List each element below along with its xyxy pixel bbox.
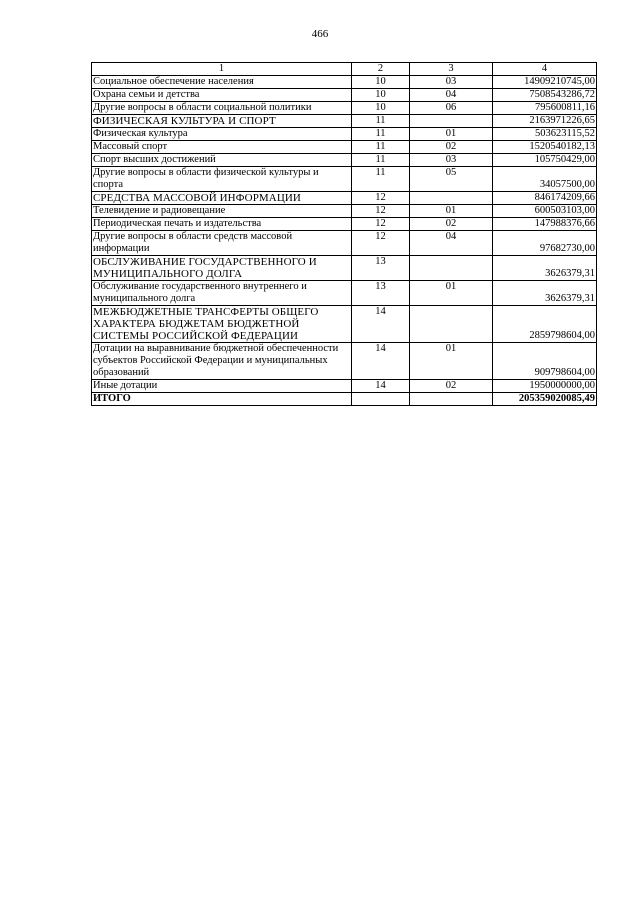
row-section-code: 13	[352, 281, 410, 306]
table-row	[92, 343, 597, 380]
table-row	[92, 167, 597, 192]
row-name: Дотации на выравнивание бюджетной обеспеченности субъектов Российской Федерации и муниципальных образований	[92, 343, 352, 380]
row-name: Обслуживание государственного внутреннего и муниципального долга	[92, 281, 352, 306]
row-amount: 105750429,00	[493, 154, 597, 167]
table-row	[92, 102, 597, 115]
row-subsection-code	[410, 256, 493, 281]
row-amount: 600503103,00	[493, 205, 597, 218]
table-row	[92, 89, 597, 102]
row-subsection-code: 03	[410, 154, 493, 167]
row-name: Телевидение и радиовещание	[92, 205, 352, 218]
row-section-code: 10	[352, 102, 410, 115]
row-subsection-code	[410, 115, 493, 128]
row-name: ОБСЛУЖИВАНИЕ ГОСУДАРСТВЕННОГО И МУНИЦИПАЛЬНОГО ДОЛГА	[92, 256, 352, 281]
row-name: МЕЖБЮДЖЕТНЫЕ ТРАНСФЕРТЫ ОБЩЕГО ХАРАКТЕРА БЮДЖЕТАМ БЮДЖЕТНОЙ СИСТЕМЫ РОССИЙСКОЙ ФЕДЕРАЦИИ	[92, 306, 352, 343]
row-subsection-code: 06	[410, 102, 493, 115]
row-amount: 1520540182,13	[493, 141, 597, 154]
row-subsection-code: 05	[410, 167, 493, 192]
row-amount: 7508543286,72	[493, 89, 597, 102]
page-number: 466	[311, 28, 329, 40]
header-col-1: 1	[92, 63, 352, 76]
row-section-code: 12	[352, 205, 410, 218]
row-subsection-code: 04	[410, 231, 493, 256]
header-col-4: 4	[493, 63, 597, 76]
row-amount: 3626379,31	[493, 256, 597, 281]
row-subsection-code: 02	[410, 141, 493, 154]
table-row	[92, 76, 597, 89]
row-amount: 34057500,00	[493, 167, 597, 192]
table-row	[92, 192, 597, 205]
table-row	[92, 256, 597, 281]
row-amount: 795600811,16	[493, 102, 597, 115]
row-amount: 147988376,66	[493, 218, 597, 231]
table-row	[92, 154, 597, 167]
row-subsection-code: 02	[410, 380, 493, 393]
row-name: Другие вопросы в области физической культуры и спорта	[92, 167, 352, 192]
row-subsection-code	[410, 192, 493, 205]
table-row	[92, 205, 597, 218]
table-row	[92, 306, 597, 343]
total-col-2	[352, 393, 410, 406]
row-section-code: 11	[352, 128, 410, 141]
budget-table	[91, 62, 597, 406]
row-section-code: 11	[352, 115, 410, 128]
row-subsection-code: 01	[410, 343, 493, 380]
table-row	[92, 231, 597, 256]
row-section-code: 11	[352, 154, 410, 167]
row-name: Другие вопросы в области средств массовой информации	[92, 231, 352, 256]
row-amount: 909798604,00	[493, 343, 597, 380]
row-name: Иные дотации	[92, 380, 352, 393]
row-subsection-code: 04	[410, 89, 493, 102]
row-name: Периодическая печать и издательства	[92, 218, 352, 231]
table-header-row	[92, 63, 597, 76]
row-amount: 2859798604,00	[493, 306, 597, 343]
row-amount: 97682730,00	[493, 231, 597, 256]
row-name: Массовый спорт	[92, 141, 352, 154]
table-row	[92, 115, 597, 128]
row-amount: 2163971226,65	[493, 115, 597, 128]
table-row	[92, 218, 597, 231]
row-amount: 3626379,31	[493, 281, 597, 306]
total-amount: 205359020085,49	[493, 393, 597, 406]
row-subsection-code: 03	[410, 76, 493, 89]
row-subsection-code: 01	[410, 205, 493, 218]
table-row	[92, 380, 597, 393]
row-name: Другие вопросы в области социальной политики	[92, 102, 352, 115]
row-subsection-code: 01	[410, 281, 493, 306]
row-section-code: 14	[352, 343, 410, 380]
row-name: СРЕДСТВА МАССОВОЙ ИНФОРМАЦИИ	[92, 192, 352, 205]
row-section-code: 11	[352, 167, 410, 192]
row-section-code: 14	[352, 380, 410, 393]
row-section-code: 13	[352, 256, 410, 281]
table-row	[92, 128, 597, 141]
row-amount: 14909210745,00	[493, 76, 597, 89]
row-name: Спорт высших достижений	[92, 154, 352, 167]
header-col-2: 2	[352, 63, 410, 76]
row-section-code: 10	[352, 76, 410, 89]
row-section-code: 14	[352, 306, 410, 343]
row-name: Социальное обеспечение населения	[92, 76, 352, 89]
row-name: Охрана семьи и детства	[92, 89, 352, 102]
row-name: Физическая культура	[92, 128, 352, 141]
row-name: ФИЗИЧЕСКАЯ КУЛЬТУРА И СПОРТ	[92, 115, 352, 128]
row-section-code: 10	[352, 89, 410, 102]
total-row	[92, 393, 597, 406]
row-section-code: 12	[352, 192, 410, 205]
row-section-code: 12	[352, 218, 410, 231]
total-label: ИТОГО	[92, 393, 352, 406]
row-amount: 503623115,52	[493, 128, 597, 141]
row-amount: 846174209,66	[493, 192, 597, 205]
row-amount: 1950000000,00	[493, 380, 597, 393]
header-col-3: 3	[410, 63, 493, 76]
total-col-3	[410, 393, 493, 406]
row-subsection-code: 01	[410, 128, 493, 141]
row-section-code: 11	[352, 141, 410, 154]
table-row	[92, 141, 597, 154]
row-subsection-code: 02	[410, 218, 493, 231]
table-row	[92, 281, 597, 306]
row-subsection-code	[410, 306, 493, 343]
row-section-code: 12	[352, 231, 410, 256]
